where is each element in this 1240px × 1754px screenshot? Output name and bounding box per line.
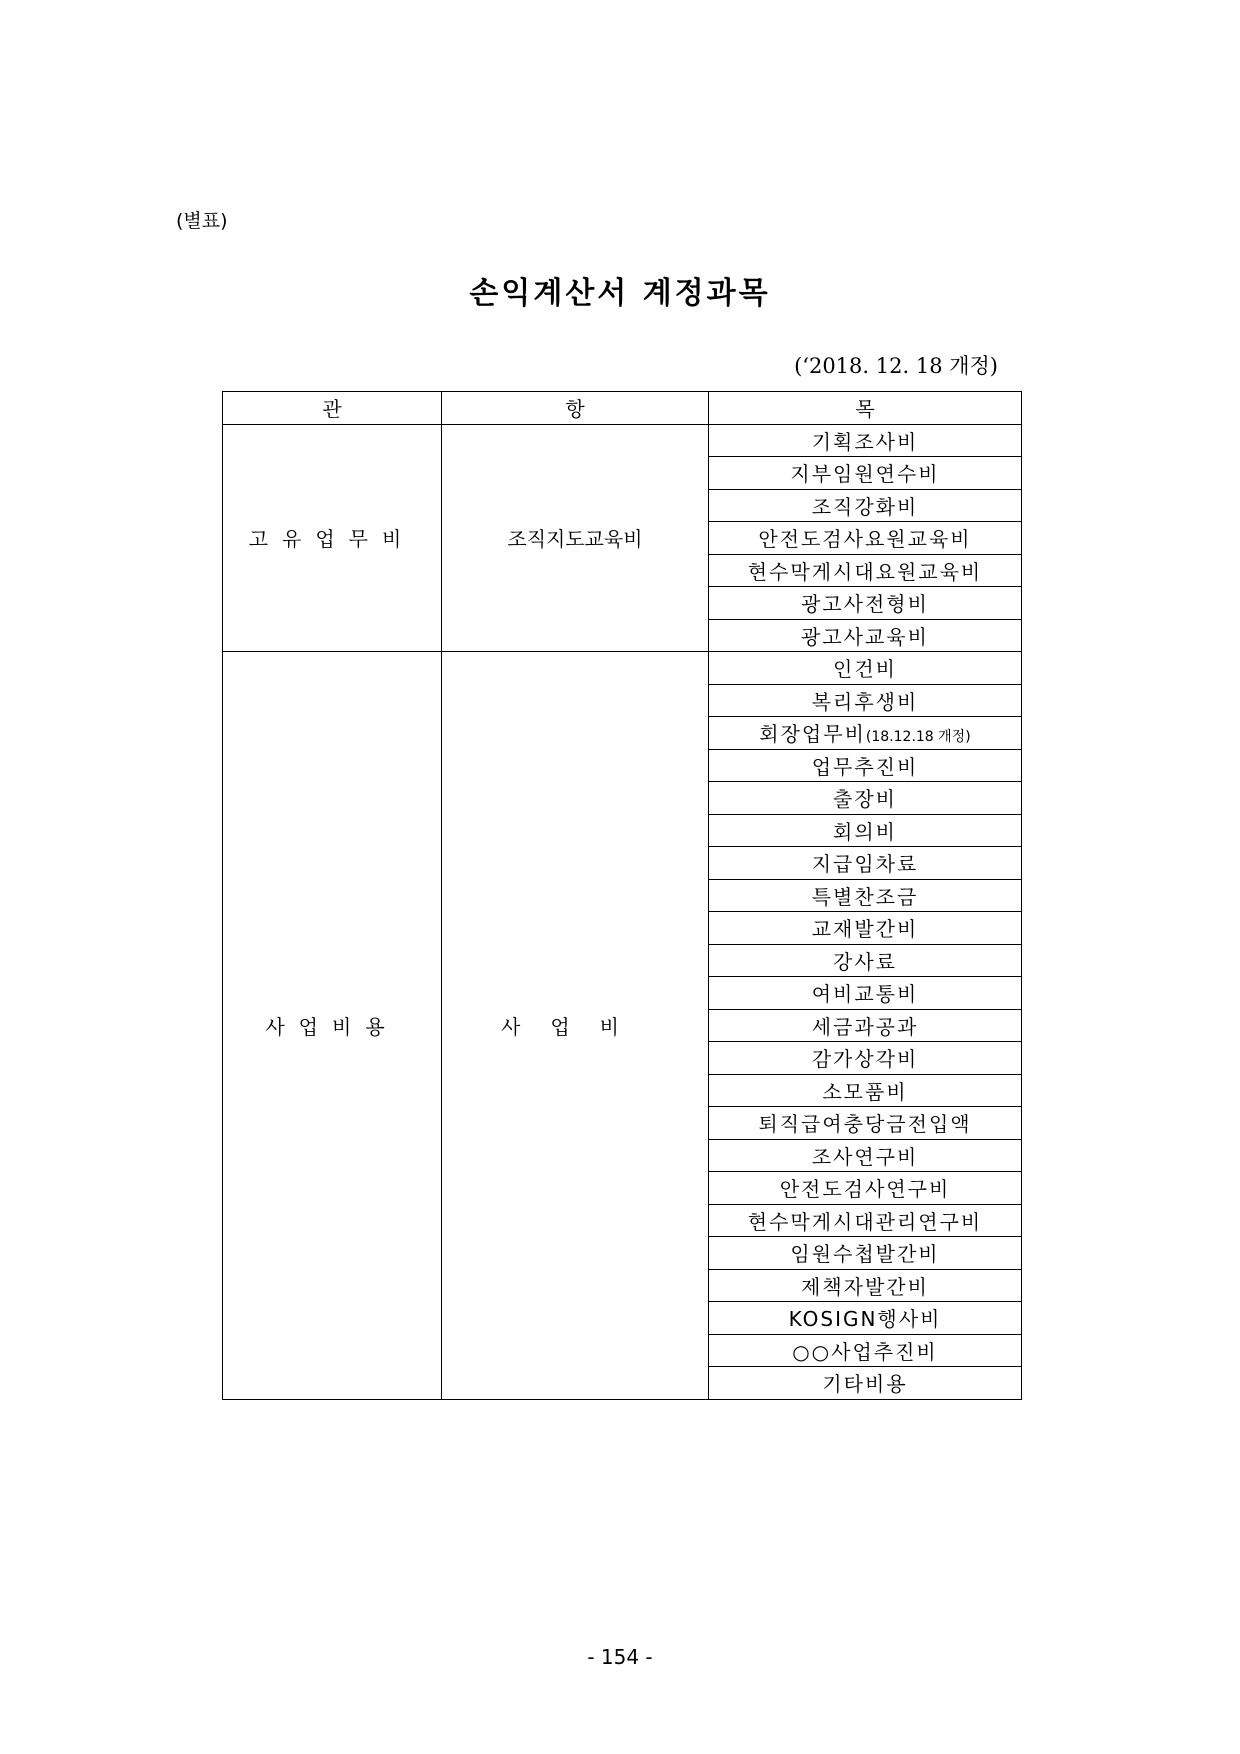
mok-cell bbox=[709, 912, 1022, 945]
mok-cell bbox=[709, 814, 1022, 847]
mok-cell bbox=[709, 749, 1022, 782]
table-row bbox=[223, 424, 1022, 457]
header-mok: 목 bbox=[709, 392, 1022, 425]
mok-cell bbox=[709, 1074, 1022, 1107]
mok-cell bbox=[709, 944, 1022, 977]
mok-label: 출장비 bbox=[833, 787, 897, 812]
mok-cell bbox=[709, 1107, 1022, 1140]
mok-label: ○○사업추진비 bbox=[792, 1339, 938, 1364]
mok-label: 조직강화비 bbox=[811, 494, 919, 519]
hang-cell: 조직지도교육비 bbox=[442, 424, 709, 652]
mok-cell bbox=[709, 457, 1022, 490]
mok-label: 특별찬조금 bbox=[811, 884, 919, 909]
annex-label: (별표) bbox=[176, 210, 228, 232]
mok-cell bbox=[709, 879, 1022, 912]
mok-cell bbox=[709, 1009, 1022, 1042]
mok-label: 제책자발간비 bbox=[801, 1274, 929, 1299]
mok-label: 여비교통비 bbox=[811, 982, 919, 1007]
account-table bbox=[222, 391, 1022, 1400]
mok-label: 감가상각비 bbox=[811, 1047, 919, 1072]
mok-label: 현수막게시대요원교육비 bbox=[747, 559, 983, 584]
mok-cell bbox=[709, 652, 1022, 685]
account-table-body bbox=[223, 424, 1022, 1399]
mok-cell bbox=[709, 619, 1022, 652]
mok-label: 광고사전형비 bbox=[801, 592, 929, 617]
mok-label: 소모품비 bbox=[822, 1079, 908, 1104]
mok-cell bbox=[709, 489, 1022, 522]
revision-note: (‘2018. 12. 18 개정) bbox=[794, 354, 998, 378]
mok-cell bbox=[709, 1334, 1022, 1367]
mok-cell bbox=[709, 1042, 1022, 1075]
mok-cell bbox=[709, 847, 1022, 880]
mok-cell bbox=[709, 782, 1022, 815]
mok-label: 지급임차료 bbox=[811, 852, 919, 877]
mok-label: 기타비용 bbox=[822, 1372, 908, 1397]
mok-label: 인건비 bbox=[833, 657, 897, 682]
mok-cell bbox=[709, 424, 1022, 457]
mok-cell bbox=[709, 1237, 1022, 1270]
header-hang: 항 bbox=[442, 392, 709, 425]
page-title: 손익계산서 계정과목 bbox=[469, 276, 771, 311]
table-header-row bbox=[223, 392, 1022, 425]
mok-label: 광고사교육비 bbox=[801, 624, 929, 649]
mok-label: 안전도검사요원교육비 bbox=[758, 527, 972, 552]
mok-cell bbox=[709, 1139, 1022, 1172]
mok-cell bbox=[709, 1172, 1022, 1205]
header-gwan: 관 bbox=[223, 392, 442, 425]
mok-cell bbox=[709, 522, 1022, 555]
mok-label: 복리후생비 bbox=[811, 689, 919, 714]
mok-cell bbox=[709, 684, 1022, 717]
page-number: - 154 - bbox=[587, 1645, 653, 1669]
mok-label: 회장업무비 bbox=[759, 722, 866, 747]
mok-label: 기획조사비 bbox=[811, 429, 919, 454]
mok-cell bbox=[709, 1204, 1022, 1237]
mok-label: 강사료 bbox=[833, 949, 897, 974]
mok-label: 회의비 bbox=[833, 819, 897, 844]
mok-cell bbox=[709, 1367, 1022, 1400]
mok-cell bbox=[709, 587, 1022, 620]
gwan-cell: 고유업무비 bbox=[223, 424, 442, 652]
mok-cell bbox=[709, 1302, 1022, 1335]
mok-label: KOSIGN행사비 bbox=[788, 1307, 942, 1332]
mok-label: 조사연구비 bbox=[811, 1144, 919, 1169]
mok-cell bbox=[709, 717, 1022, 750]
mok-label: 세금과공과 bbox=[811, 1014, 919, 1039]
mok-label: 임원수첩발간비 bbox=[790, 1242, 940, 1267]
mok-label: 교재발간비 bbox=[811, 917, 919, 942]
revision-note-inline: (18.12.18 개정) bbox=[865, 729, 971, 746]
mok-cell bbox=[709, 1269, 1022, 1302]
table-row bbox=[223, 652, 1022, 685]
mok-label: 현수막게시대관리연구비 bbox=[747, 1209, 983, 1234]
mok-cell bbox=[709, 977, 1022, 1010]
mok-label: 지부임원연수비 bbox=[790, 462, 940, 487]
hang-cell: 사업비 bbox=[442, 652, 709, 1400]
mok-label: 안전도검사연구비 bbox=[779, 1177, 951, 1202]
mok-label: 업무추진비 bbox=[811, 754, 919, 779]
mok-cell bbox=[709, 554, 1022, 587]
gwan-cell: 사업비용 bbox=[223, 652, 442, 1400]
mok-label: 퇴직급여충당금전입액 bbox=[758, 1112, 972, 1137]
